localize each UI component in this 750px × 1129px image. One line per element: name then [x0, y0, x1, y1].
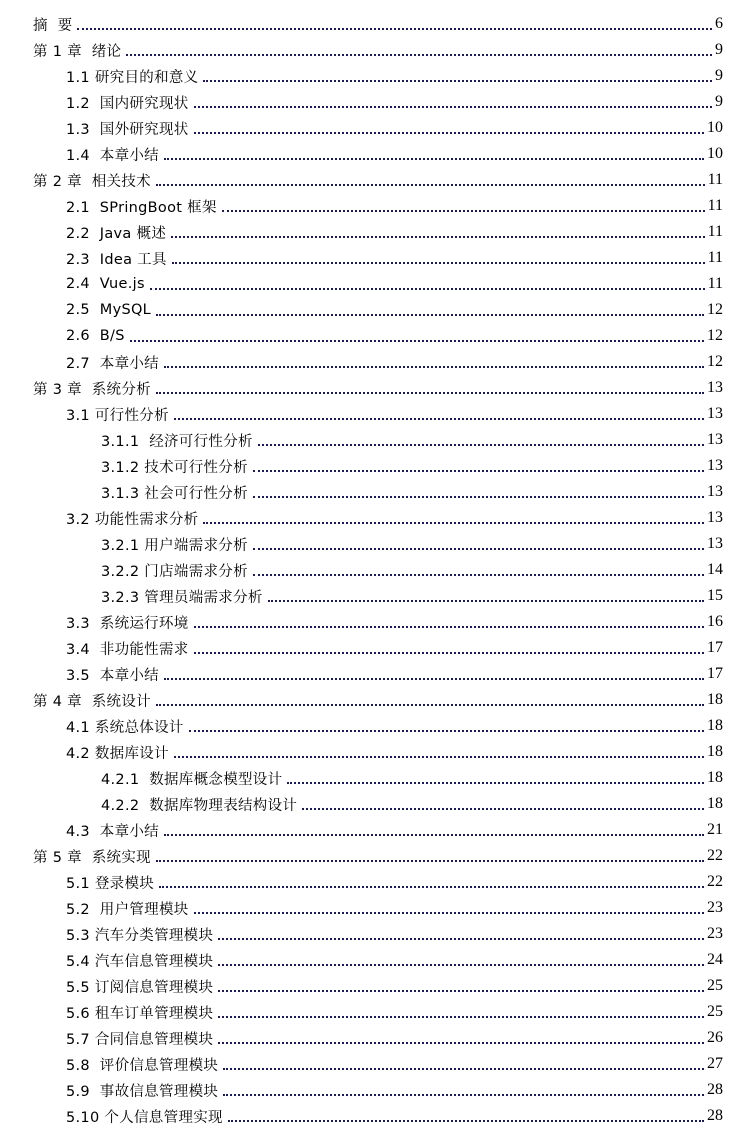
toc-entry-title: 1.4 本章小结 — [66, 144, 161, 165]
toc-entry[interactable] — [0, 843, 750, 869]
toc-entry[interactable] — [0, 895, 750, 921]
toc-entry-page-number: 24 — [707, 951, 723, 968]
toc-entry-title: 5.1 登录模块 — [66, 872, 156, 893]
toc-entry-title: 2.4 Vue.js — [66, 276, 145, 292]
toc-entry-title: 4.3 本章小结 — [66, 820, 161, 841]
toc-entry[interactable] — [0, 401, 750, 427]
toc-entry[interactable] — [0, 661, 750, 687]
dot-leader — [194, 651, 704, 654]
toc-entry-page-number: 18 — [707, 795, 723, 812]
toc-entry[interactable] — [0, 89, 750, 115]
toc-entry-title: 3.4 非功能性需求 — [66, 638, 191, 659]
toc-entry-title: 4.1 系统总体设计 — [66, 716, 186, 737]
toc-entry-title: 3.2.2 门店端需求分析 — [101, 560, 250, 581]
toc-entry-page-number: 15 — [707, 587, 723, 604]
toc-entry[interactable] — [0, 947, 750, 973]
toc-entry[interactable] — [0, 11, 750, 37]
toc-entry-page-number: 13 — [707, 509, 723, 526]
dot-leader — [218, 1041, 704, 1044]
toc-entry-page-number: 21 — [707, 821, 723, 838]
toc-entry-page-number: 18 — [707, 691, 723, 708]
dot-leader — [268, 599, 704, 602]
dot-leader — [159, 885, 704, 888]
toc-entry-title: 第 5 章 系统实现 — [33, 846, 153, 867]
toc-entry-title: 3.1 可行性分析 — [66, 404, 171, 425]
toc-entry[interactable] — [0, 557, 750, 583]
toc-entry[interactable] — [0, 349, 750, 375]
toc-entry-title: 3.2 功能性需求分析 — [66, 508, 200, 529]
toc-entry-title: 3.3 系统运行环境 — [66, 612, 191, 633]
toc-entry-title: 第 1 章 绪论 — [33, 40, 123, 61]
toc-entry-page-number: 23 — [707, 925, 723, 942]
toc-entry-title: 3.2.3 管理员端需求分析 — [101, 586, 265, 607]
toc-entry-page-number: 16 — [707, 613, 723, 630]
toc-entry[interactable] — [0, 453, 750, 479]
dot-leader — [126, 53, 712, 56]
toc-entry[interactable] — [0, 713, 750, 739]
dot-leader — [218, 963, 704, 966]
toc-entry[interactable] — [0, 141, 750, 167]
toc-entry-page-number: 17 — [707, 639, 723, 656]
dot-leader — [228, 1119, 704, 1122]
dot-leader — [164, 157, 704, 160]
toc-entry-page-number: 17 — [707, 665, 723, 682]
toc-entry[interactable] — [0, 505, 750, 531]
toc-entry-page-number: 28 — [707, 1081, 723, 1098]
toc-entry[interactable] — [0, 1077, 750, 1103]
toc-entry[interactable] — [0, 323, 750, 349]
toc-entry-title: 1.2 国内研究现状 — [66, 92, 191, 113]
toc-entry[interactable] — [0, 271, 750, 297]
toc-entry-page-number: 22 — [707, 847, 723, 864]
toc-entry-page-number: 13 — [707, 431, 723, 448]
toc-entry-page-number: 22 — [707, 873, 723, 890]
toc-entry-page-number: 11 — [707, 197, 723, 214]
dot-leader — [258, 443, 704, 446]
toc-entry-page-number: 9 — [715, 67, 723, 84]
toc-entry-page-number: 11 — [707, 223, 723, 240]
toc-entry[interactable] — [0, 375, 750, 401]
toc-entry-title: 第 3 章 系统分析 — [33, 378, 153, 399]
toc-entry[interactable] — [0, 973, 750, 999]
toc-entry-title: 5.2 用户管理模块 — [66, 898, 191, 919]
dot-leader — [172, 261, 705, 264]
toc-entry-page-number: 18 — [707, 743, 723, 760]
toc-entry-title: 第 2 章 相关技术 — [33, 170, 153, 191]
toc-entry-title: 第 4 章 系统设计 — [33, 690, 153, 711]
toc-entry-title: 摘 要 — [33, 14, 74, 35]
toc-entry[interactable] — [0, 245, 750, 271]
toc-entry-page-number: 27 — [707, 1055, 723, 1072]
toc-entry[interactable] — [0, 1025, 750, 1051]
toc-entry-title: 2.7 本章小结 — [66, 352, 161, 373]
dot-leader — [194, 105, 712, 108]
dot-leader — [174, 417, 704, 420]
dot-leader — [218, 1015, 704, 1018]
toc-entry[interactable] — [0, 583, 750, 609]
toc-entry-title: 3.1.1 经济可行性分析 — [101, 430, 255, 451]
dot-leader — [77, 27, 712, 30]
toc-entry[interactable] — [0, 869, 750, 895]
toc-entry-page-number: 14 — [707, 561, 723, 578]
toc-entry[interactable] — [0, 37, 750, 63]
toc-entry-page-number: 12 — [707, 301, 723, 318]
toc-entry-page-number: 13 — [707, 379, 723, 396]
dot-leader — [174, 755, 704, 758]
toc-entry-title: 2.5 MySQL — [66, 302, 152, 318]
toc-entry[interactable] — [0, 635, 750, 661]
dot-leader — [156, 313, 704, 316]
toc-entry[interactable] — [0, 739, 750, 765]
toc-entry-page-number: 9 — [715, 93, 723, 110]
toc-entry-title: 2.1 SPringBoot 框架 — [66, 196, 219, 217]
toc-entry-title: 1.3 国外研究现状 — [66, 118, 191, 139]
dot-leader — [130, 339, 704, 342]
dot-leader — [253, 573, 704, 576]
toc-entry-title: 2.2 Java 概述 — [66, 222, 168, 243]
toc-entry-title: 3.1.2 技术可行性分析 — [101, 456, 250, 477]
toc-entry-page-number: 26 — [707, 1029, 723, 1046]
toc-entry-title: 5.9 事故信息管理模块 — [66, 1080, 220, 1101]
toc-entry[interactable] — [0, 219, 750, 245]
toc-entry-page-number: 25 — [707, 977, 723, 994]
toc-entry-page-number: 13 — [707, 483, 723, 500]
dot-leader — [164, 365, 704, 368]
toc-entry-page-number: 12 — [707, 353, 723, 370]
dot-leader — [164, 833, 704, 836]
toc-entry-page-number: 11 — [707, 249, 723, 266]
dot-leader — [302, 807, 704, 810]
toc-entry[interactable] — [0, 609, 750, 635]
toc-entry[interactable] — [0, 479, 750, 505]
toc-entry[interactable] — [0, 63, 750, 89]
toc-entry[interactable] — [0, 115, 750, 141]
dot-leader — [189, 729, 704, 732]
toc-entry[interactable] — [0, 531, 750, 557]
toc-entry-page-number: 11 — [707, 171, 723, 188]
toc-entry-title: 1.1 研究目的和意义 — [66, 66, 200, 87]
toc-entry-page-number: 18 — [707, 717, 723, 734]
dot-leader — [194, 131, 704, 134]
toc-entry-title: 5.5 订阅信息管理模块 — [66, 976, 215, 997]
toc-entry-page-number: 13 — [707, 457, 723, 474]
dot-leader — [218, 989, 704, 992]
toc-entry-page-number: 12 — [707, 327, 723, 344]
dot-leader — [194, 911, 704, 914]
toc-entry[interactable] — [0, 167, 750, 193]
toc-entry-title: 4.2.1 数据库概念模型设计 — [101, 768, 284, 789]
dot-leader — [156, 391, 704, 394]
toc-entry[interactable] — [0, 817, 750, 843]
toc-entry-title: 5.8 评价信息管理模块 — [66, 1054, 220, 1075]
dot-leader — [223, 1093, 704, 1096]
toc-entry[interactable] — [0, 1051, 750, 1077]
dot-leader — [253, 495, 704, 498]
toc-entry-title: 2.3 Idea 工具 — [66, 248, 169, 269]
dot-leader — [164, 677, 704, 680]
toc-entry-title: 3.1.3 社会可行性分析 — [101, 482, 250, 503]
toc-entry-page-number: 6 — [715, 15, 723, 32]
toc-entry-title: 4.2.2 数据库物理表结构设计 — [101, 794, 299, 815]
toc-entry-title: 5.4 汽车信息管理模块 — [66, 950, 215, 971]
dot-leader — [253, 547, 704, 550]
toc-entry-page-number: 11 — [707, 275, 723, 292]
toc-entry[interactable] — [0, 999, 750, 1025]
toc-entry-title: 5.10 个人信息管理实现 — [66, 1106, 225, 1127]
dot-leader — [287, 781, 704, 784]
toc-entry[interactable] — [0, 765, 750, 791]
toc-entry-title: 2.6 B/S — [66, 328, 125, 344]
dot-leader — [222, 209, 705, 212]
dot-leader — [203, 521, 704, 524]
toc-entry-title: 3.2.1 用户端需求分析 — [101, 534, 250, 555]
toc-entry-page-number: 9 — [715, 41, 723, 58]
toc-entry-page-number: 28 — [707, 1107, 723, 1124]
toc-entry-page-number: 18 — [707, 769, 723, 786]
toc-entry-page-number: 13 — [707, 405, 723, 422]
toc-entry[interactable] — [0, 791, 750, 817]
toc-entry-page-number: 25 — [707, 1003, 723, 1020]
dot-leader — [150, 287, 705, 290]
toc-entry-title: 5.7 合同信息管理模块 — [66, 1028, 215, 1049]
table-of-contents — [0, 11, 750, 1129]
toc-entry[interactable] — [0, 427, 750, 453]
dot-leader — [218, 937, 704, 940]
toc-entry-page-number: 13 — [707, 535, 723, 552]
toc-entry[interactable] — [0, 687, 750, 713]
toc-entry-page-number: 23 — [707, 899, 723, 916]
toc-entry[interactable] — [0, 193, 750, 219]
toc-entry[interactable] — [0, 921, 750, 947]
toc-entry-page-number: 10 — [707, 119, 723, 136]
dot-leader — [171, 235, 704, 238]
toc-entry-title: 5.6 租车订单管理模块 — [66, 1002, 215, 1023]
toc-entry-page-number: 10 — [707, 145, 723, 162]
toc-entry[interactable] — [0, 297, 750, 323]
toc-entry-title: 3.5 本章小结 — [66, 664, 161, 685]
dot-leader — [194, 625, 704, 628]
dot-leader — [156, 859, 704, 862]
toc-entry[interactable] — [0, 1103, 750, 1129]
toc-entry-title: 4.2 数据库设计 — [66, 742, 171, 763]
dot-leader — [253, 469, 704, 472]
dot-leader — [156, 183, 705, 186]
dot-leader — [203, 79, 712, 82]
dot-leader — [156, 703, 704, 706]
dot-leader — [223, 1067, 704, 1070]
toc-entry-title: 5.3 汽车分类管理模块 — [66, 924, 215, 945]
